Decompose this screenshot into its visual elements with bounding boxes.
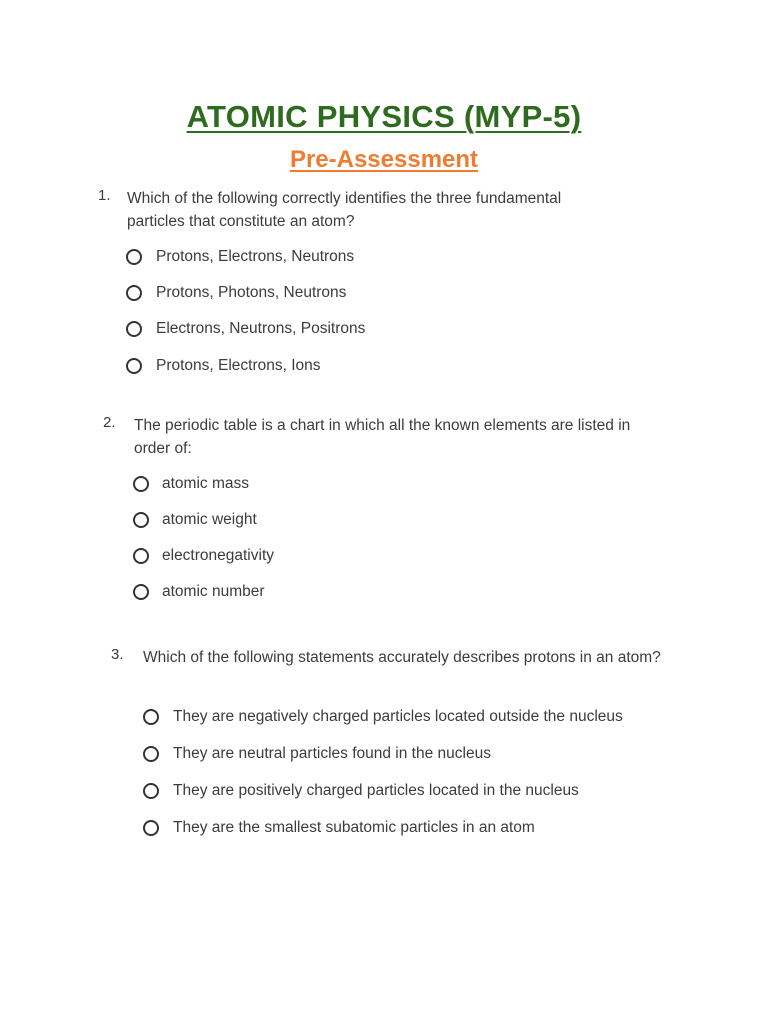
option-label: atomic number (162, 583, 265, 600)
title-text: ATOMIC PHYSICS (MYP-5) (186, 99, 582, 134)
radio-button[interactable] (133, 476, 149, 492)
option-label: Electrons, Neutrons, Positrons (156, 320, 366, 337)
option-label: electronegativity (162, 547, 275, 564)
radio-button[interactable] (133, 584, 149, 600)
question-text: Which of the following correctly identifies the three fundamental particles that constitute an atom? (127, 190, 562, 230)
option-3a[interactable] (143, 706, 623, 728)
radio-button[interactable] (126, 321, 142, 337)
radio-button[interactable] (133, 548, 149, 564)
option-1c[interactable] (126, 318, 365, 340)
option-label: They are negatively charged particles located outside the nucleus (173, 708, 623, 725)
question-number: 2. (103, 414, 116, 431)
document-title (0, 98, 768, 135)
option-3c[interactable] (143, 780, 579, 802)
radio-button[interactable] (143, 783, 159, 799)
option-label: Protons, Photons, Neutrons (156, 284, 347, 301)
option-2b[interactable] (133, 509, 257, 531)
question-2 (103, 414, 663, 474)
radio-button[interactable] (143, 746, 159, 762)
option-label: Protons, Electrons, Ions (156, 357, 321, 374)
radio-button[interactable] (126, 285, 142, 301)
option-1b[interactable] (126, 282, 346, 304)
radio-button[interactable] (126, 358, 142, 374)
question-text: The periodic table is a chart in which all the known elements are listed in order of: (134, 417, 631, 457)
question-number: 1. (98, 187, 111, 204)
option-2d[interactable] (133, 581, 265, 603)
radio-button[interactable] (143, 709, 159, 725)
radio-button[interactable] (143, 820, 159, 836)
option-label: They are the smallest subatomic particles in an atom (173, 819, 535, 836)
option-label: atomic mass (162, 475, 249, 492)
question-3 (111, 646, 671, 706)
option-3d[interactable] (143, 817, 535, 839)
option-1d[interactable] (126, 355, 321, 377)
option-2a[interactable] (133, 473, 249, 495)
option-label: They are neutral particles found in the nucleus (173, 745, 491, 762)
option-2c[interactable] (133, 545, 274, 567)
option-3b[interactable] (143, 743, 491, 765)
option-label: They are positively charged particles located in the nucleus (173, 782, 579, 799)
question-number: 3. (111, 646, 124, 663)
document-subtitle (0, 146, 768, 174)
radio-button[interactable] (133, 512, 149, 528)
subtitle-text: Pre-Assessment (289, 146, 479, 173)
option-label: Protons, Electrons, Neutrons (156, 248, 355, 265)
option-label: atomic weight (162, 511, 257, 528)
question-text: Which of the following statements accurately describes protons in an atom? (143, 649, 661, 666)
option-1a[interactable] (126, 246, 354, 268)
radio-button[interactable] (126, 249, 142, 265)
